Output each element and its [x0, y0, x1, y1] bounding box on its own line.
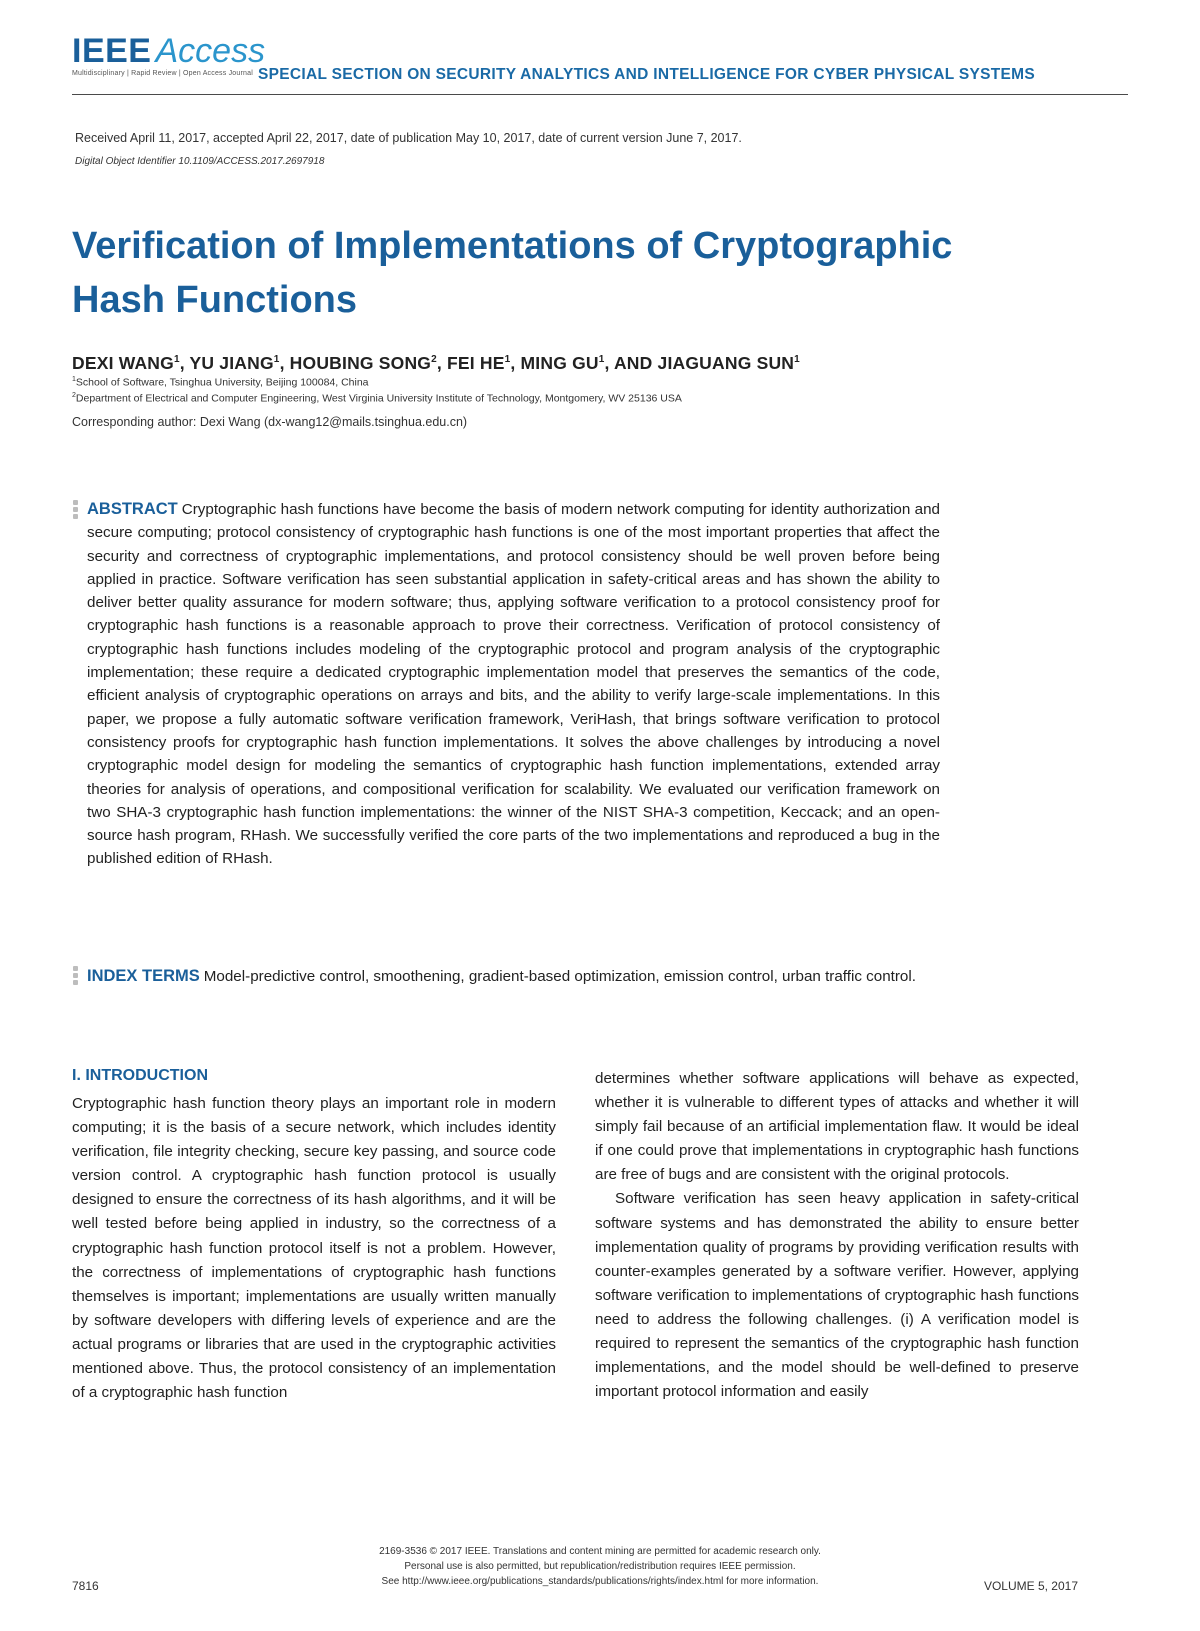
special-section-title: SPECIAL SECTION ON SECURITY ANALYTICS AND INTELLIGENCE FOR CYBER PHYSICAL SYSTEMS [258, 66, 1036, 83]
abstract-marker-icon [73, 500, 79, 521]
left-column [72, 1092, 556, 1405]
abstract-label: ABSTRACT [87, 500, 178, 518]
author-list [72, 353, 800, 374]
index-terms-label: INDEX TERMS [87, 967, 200, 985]
author-name: , MING GU [510, 353, 599, 373]
affiliation-1 [72, 376, 369, 389]
affiliation-mark: 2 [72, 392, 76, 399]
right-column [595, 1067, 1079, 1404]
author-affil-mark: 2 [431, 354, 437, 366]
journal-logo [72, 34, 265, 77]
index-terms-marker-icon [73, 966, 79, 987]
corresponding-author: Corresponding author: Dexi Wang (dx-wang12@mails.tsinghua.edu.cn) [72, 415, 468, 429]
index-terms-text: Model-predictive control, smoothening, gradient-based optimization, emission control, urban traffic control. [203, 968, 916, 985]
author-affil-mark: 1 [598, 354, 605, 366]
author-affil-mark: 1 [504, 354, 511, 366]
affiliation-text: Department of Electrical and Computer Engineering, West Virginia University Institute of Technology, Montgomery, WV 25136 USA [75, 392, 682, 405]
header-divider [72, 94, 1128, 95]
received-dates: Received April 11, 2017, accepted April 22, 2017, date of publication May 10, 2017, date of current version June 7, 2017. [75, 131, 742, 145]
author-affil-mark: 1 [173, 354, 180, 366]
logo-tagline: Multidisciplinary | Rapid Review | Open Access Journal [72, 70, 253, 77]
author-name: , YU JIANG [179, 353, 274, 373]
logo-ieee-text: IEEE [72, 32, 152, 70]
copyright-line: Personal use is also permitted, but republication/redistribution requires IEEE permission. [404, 1561, 796, 1572]
logo-access-text: Access [155, 32, 266, 70]
paragraph: Software verification has seen heavy application in safety-critical software systems and has demonstrated the ability to ensure better implementation quality of programs by providing verification results with counter-examples generated by a software verifier. However, applying software verification to implementations of cryptographic hash functions need to address the following challenges. (i) A verification model is required to represent the semantics of the cryptographic hash function implementations, and the model should be well-defined to preserve important protocol information and easily [595, 1190, 1079, 1401]
paper-title: Verification of Implementations of Cryptographic Hash Functions [72, 225, 953, 321]
author-affil-mark: 1 [794, 354, 800, 366]
doi: Digital Object Identifier 10.1109/ACCESS.2017.2697918 [75, 156, 325, 167]
copyright-line: 2169-3536 © 2017 IEEE. Translations and content mining are permitted for academic research only. [379, 1546, 821, 1557]
abstract [87, 498, 940, 871]
affiliation-2 [72, 392, 682, 405]
author-affil-mark: 1 [273, 354, 280, 366]
copyright-line: See http://www.ieee.org/publications_standards/publications/rights/index.html for more information. [381, 1576, 819, 1587]
author-name: , HOUBING SONG [279, 353, 432, 373]
page-number: 7816 [72, 1579, 99, 1593]
paragraph: determines whether software applications will behave as expected, whether it is vulnerable to different types of attacks and whether it will simply fail because of an artificial implementation flaw. It would be ideal if one could prove that implementations in cryptographic hash functions are free of bugs and are consistent with the original protocols. [595, 1070, 1079, 1184]
author-name: , AND JIAGUANG SUN [604, 353, 795, 373]
paragraph: Cryptographic hash function theory plays an important role in modern computing; it is the basis of a secure network, which includes identity verification, file integrity checking, secure key passing, and source code version control. A cryptographic hash function protocol is usually designed to ensure the correctness of its hash algorithms, and it will be well tested before being applied in industry, so the correctness of a cryptographic hash function protocol itself is not a problem. However, the correctness of implementations of cryptographic hash functions themselves is important; implementations are usually written manually by software developers with differing levels of experience and are the actual programs or libraries that are used in the cryptographic activities mentioned above. Thus, the protocol consistency of an implementation of a cryptographic hash function [72, 1095, 556, 1402]
index-terms [87, 965, 940, 988]
author-name: , FEI HE [436, 353, 505, 373]
section-heading: I. INTRODUCTION [72, 1067, 208, 1084]
author-name: DEXI WANG [72, 353, 174, 373]
copyright-notice [270, 1544, 930, 1589]
abstract-text: Cryptographic hash functions have become the basis of modern network computing for identity authorization and secure computing; protocol consistency of cryptographic hash functions is one of the most important properties that affect the security and correctness of cryptographic implementations, and protocol consistency should be well proven before being applied in practice. Software verification has seen substantial application in safety-critical areas and has shown the ability to deliver better quality assurance for modern software; thus, applying software verification to a protocol consistency proof for cryptographic hash functions is a reasonable approach to prove their correctness. Verification of protocol consistency of cryptographic hash functions includes modeling of the cryptographic protocol and program analysis of the cryptographic implementation; these require a dedicated cryptographic implementation model that preserves the semantics of the code, efficient analysis of cryptographic operations on arrays and bits, and the ability to verify large-scale implementations. In this paper, we propose a fully automatic software verification framework, VeriHash, that brings software verification to protocol consistency proofs for cryptographic hash function implementations. It solves the above challenges by introducing a novel cryptographic model design for modeling the semantics of cryptographic hash function implementations, extended array theories for analysis of operations, and compositional verification for scalability. We evaluated our verification framework on two SHA-3 cryptographic hash function implementations: the winner of the NIST SHA-3 competition, Keccack; and an open-source hash program, RHash. We successfully verified the core parts of the two implementations and reproduced a bug in the published edition of RHash. [87, 501, 940, 868]
affiliation-text: School of Software, Tsinghua University, Beijing 100084, China [75, 376, 369, 389]
affiliation-mark: 1 [72, 376, 76, 383]
volume-label: VOLUME 5, 2017 [983, 1579, 1078, 1593]
